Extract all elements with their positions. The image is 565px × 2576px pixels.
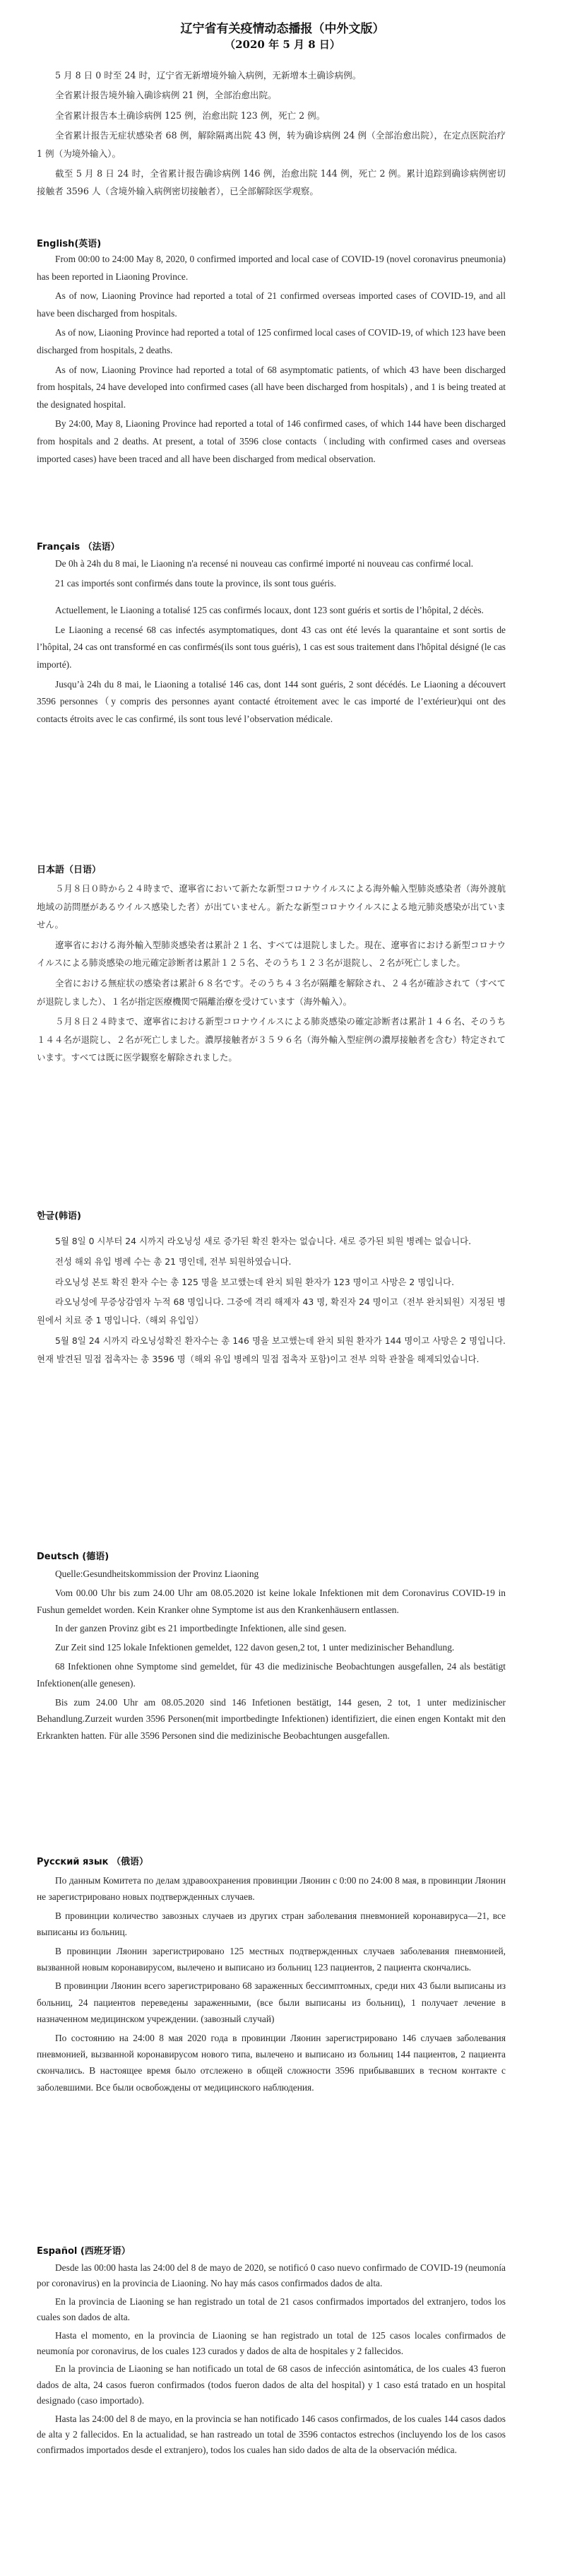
paragraph: 5월 8일 0 시부터 24 시까지 라오닝성 새로 증가된 확진 환자는 없습니다. 새로 증가된 퇴원 병례는 없습니다. (55, 1236, 472, 1246)
document-date: （2020 年 5 月 8 日） (225, 38, 340, 51)
paragraph: En la provincia de Liaoning se han notificado un total de 68 casos de infección asintomática, de los cuales 43 fueron dados de alta, 24 casos fueron confirmados (todos fueron dados de alta del hospital) y 1 caso está tratado en un hospital designado (caso importado). (37, 2363, 506, 2406)
paragraph: 전성 해외 유입 병례 수는 총 21 명인데, 전부 퇴원하였습니다. (55, 1255, 292, 1267)
paragraph: 全省累计报告本土确诊病例 125 例，治愈出院 123 例，死亡 2 例。 (55, 110, 326, 121)
paragraph: ５月８日０時から２４時まで、遼寧省において新たな新型コロナウイルスによる海外輸入型肺炎感染者（海外渡航地域の訪問歴があるウイルス感染した者）が出ていません。新たな新型コロナウイルスによる地元肺炎感染が出ていません。 (37, 883, 506, 930)
paragraph: As of now, Liaoning Province had reported a total of 21 confirmed overseas imported cases of COVID-19, and all have been discharged from hospitals. (37, 290, 506, 319)
paragraph: 截至 5 月 8 日 24 时，全省累计报告确诊病例 146 例，治愈出院 144 例，死亡 2 例。累计追踪到确诊病例密切接触者 3596 人（含境外输入病例密切接触者），已全部解除医学观察。 (37, 168, 506, 197)
paragraph: Hasta las 24:00 del 8 de mayo, en la provincia se han notificado 146 casos confirmados, de los cuales 144 casos dados de alta y 2 fallecidos. En la actualidad, se han rastreado un total de 3596 contactos estrechos (incluyendo los de los casos confirmados importados desde el extranjero), todos los cuales han sido dados de alta de la observación médica. (37, 2413, 506, 2456)
paragraph: В провинции количество завозных случаев из других стран заболевания пневмонией коронавируса—21, все выписаны из больниц. (37, 1910, 506, 1938)
paragraph: 遼寧省における海外輸入型肺炎感染者は累計２１名、すべては退院しました。現在、遼寧省における新型コロナウイルスによる肺炎感染の地元確定診断者は累計１２５名、そのうち１２３名が退院し、２名が死亡しました。 (37, 939, 506, 969)
paragraph: Quelle:Gesundheitskommission der Provinz Liaoning (55, 1568, 259, 1579)
paragraph: By 24:00, May 8, Liaoning Province had reported a total of 146 confirmed cases, of which 144 have been discharged from hospitals and 2 deaths. At present, a total of 3596 close contacts（including with confirmed cases and overseas imported cases) have been traced and all have been discharged from medical observation. (37, 418, 506, 464)
paragraph: Jusqu’à 24h du 8 mai, le Liaoning a totalisé 146 cas, dont 144 sont guéris, 2 sont décédés. Le Liaoning a découvert 3596 personnes（y compris des personnes ayant contacté étroitement avec le cas importé de l’extérieur)qui ont des contacts étroits avec le cas confirmé, ils sont tous levé l’observation médicale. (37, 678, 506, 724)
paragraph: 全省累计报告无症状感染者 68 例，解除隔离出院 43 例，转为确诊病例 24 例（全部治愈出院），在定点医院治疗 1 例（为境外输入）。 (37, 130, 506, 159)
paragraph: Zur Zeit sind 125 lokale Infektionen gemeldet, 122 davon gesen,2 tot, 1 unter medizinischer Behandlung. (55, 1642, 455, 1653)
paragraph: En la provincia de Liaoning se han registrado un total de 21 casos confirmados importados del extranjero, todos los cuales son dados de alta. (37, 2296, 506, 2323)
section-body-russian (37, 1872, 506, 2096)
section-body-french (37, 555, 506, 728)
paragraph: 全省累计报告境外输入确诊病例 21 例，全部治愈出院。 (55, 90, 277, 101)
section-body-korean (37, 1232, 506, 1369)
paragraph: In der ganzen Provinz gibt es 21 importbedingte Infektionen, alle sind gesen. (55, 1623, 347, 1634)
paragraph: 21 cas importés sont confirmés dans toute la province, ils sont tous guéris. (55, 577, 336, 589)
section-body-spanish (37, 2260, 506, 2459)
paragraph: 5월 8일 24 시까지 라오닝성확진 환자수는 총 146 명을 보고했는데 완치 퇴원 환자가 144 명이고 사망은 2 명입니다. 현재 발견된 밀접 접촉자는 총 3596 명（해외 유입 병례의 밀접 접촉자 포함)이고 전부 의학 관찰을 해제되었습니다. (37, 1335, 506, 1364)
paragraph: As of now, Liaoning Province had reported a total of 68 asymptomatic patients, of which 43 have been discharged from hospitals, 24 have developed into confirmed cases (all have been discharged from hospitals) , and 1 is being treated at the designated hospital. (37, 364, 506, 410)
paragraph: 라오닝성에 무증상감염자 누적 68 명입니다. 그중에 격리 해제자 43 명, 확진자 24 명이고（전부 완치퇴원）지정된 병원에서 치료 중 1 명입니다.（해외 유입임） (37, 1296, 506, 1326)
paragraph: 라오닝성 본토 확진 환자 수는 총 125 명을 보고했는데 완치 퇴원 환자가 123 명이고 사망은 2 명입니다. (55, 1276, 455, 1287)
section-heading-french: Français （法语） (37, 542, 120, 553)
paragraph: Desde las 00:00 hasta las 24:00 del 8 de mayo de 2020, se notificó 0 caso nuevo confirmado de COVID-19 (neumonía por coronavirus) en la provincia de Liaoning. No hay más casos confirmados dados de alta. (37, 2262, 506, 2289)
section-heading-korean: 한글(韩语) (37, 1211, 81, 1222)
section-heading-english: English(英语) (37, 239, 102, 249)
section-heading-spanish: Español (西班牙语） (37, 2246, 131, 2257)
paragraph: From 00:00 to 24:00 May 8, 2020, 0 confirmed imported and local case of COVID-19 (novel coronavirus pneumonia) has been reported in Liaoning Province. (37, 254, 506, 282)
paragraph: Hasta el momento, en la provincia de Liaoning se han registrado un total de 125 casos locales confirmados de neumonía por coronavirus, de los cuales 123 curados y dados de alta de hospitales y 2 fallecidos. (37, 2329, 506, 2357)
paragraph: По состоянию на 24:00 8 мая 2020 года в провинции Ляонин зарегистрировано 146 случаев заболевания пневмонией, вызванной коронавирусом нового типа, вылечено и выписано из больниц 144 пациентов, 2 пациента скончались. В настоящее время было отслежено в общей сложности 3596 прибывавших в тесном контакте с заболевшими. Все были освобождены от медицинского наблюдения. (37, 2032, 506, 2093)
document-title: 辽宁省有关疫情动态播报（中外文版） (180, 22, 385, 36)
section-body-german (37, 1566, 506, 1744)
paragraph: По данным Комитета по делам здравоохранения провинции Ляонин с 0:00 по 24:00 8 мая, в провинции Ляонин не зарегистрировано новых подтвержденных случаев. (37, 1875, 506, 1903)
paragraph: Le Liaoning a recensé 68 cas infectés asymptomatiques, dont 43 cas ont été levés la quarantaine et sont sortis de l’hôpital, 24 cas ont transformé en cas confirmés(ils sont tous guéris), 1 cas est sous traitement dans l'hôpital désigné (le cas importé). (37, 624, 506, 670)
paragraph: 全省における無症状の感染者は累計６８名です。そのうち４３名が隔離を解除され、２４名が確診されて（すべてが退院しました）、１名が指定医療機関で隔離治療を受けています（海外輸入）。 (37, 977, 506, 1007)
section-heading-german: Deutsch (德语) (37, 1552, 109, 1562)
section-heading-japanese: 日本語（日语） (37, 865, 102, 875)
paragraph: De 0h à 24h du 8 mai, le Liaoning n'a recensé ni nouveau cas confirmé importé ni nouveau cas confirmé local. (55, 558, 474, 569)
paragraph: Actuellement, le Liaoning a totalisé 125 cas confirmés locaux, dont 123 sont guéris et sortis de l’hôpital, 2 décès. (55, 605, 484, 616)
paragraph: As of now, Liaoning Province had reported a total of 125 confirmed local cases of COVID-19, of which 123 have been discharged from hospitals, 2 deaths. (37, 327, 506, 355)
paragraph: В провинции Ляонин всего зарегистрировано 68 зараженных бессимптомных, среди них 43 были выписаны из больниц, 24 пациентов переведены зараженными, (все были выписаны из больниц), 1 получает лечение в назначенном медицинском учреждении. (завозный случай) (37, 1980, 506, 2025)
paragraph: Bis zum 24.00 Uhr am 08.05.2020 sind 146 Infetionen bestätigt, 144 gesen, 2 tot, 1 unter medizinischer Behandlung.Zurzeit wurden 3596 Personen(mit importbedingte Infektionen) identifiziert, die einen engen Kontakt mit den Erkrankten hatten. Für alle 3596 Personen sind die medizinische Beobachtungen ausgefallen. (37, 1696, 506, 1742)
section-body-japanese (37, 880, 506, 1067)
section-heading-russian: Русский язык （俄语） (37, 1857, 148, 1867)
paragraph: Vom 00.00 Uhr bis zum 24.00 Uhr am 08.05.2020 ist keine lokale Infektionen mit dem Coronavirus COVID-19 in Fushun gemeldet worden. Kein Kranker ohne Symptome ist aus den Krankenhäusern entlassen. (37, 1587, 506, 1615)
paragraph: 5 月 8 日 0 时至 24 时，辽宁省无新增境外输入病例，无新增本土确诊病例。 (55, 70, 362, 81)
section-body-english (37, 251, 506, 468)
paragraph: В провинции Ляонин зарегистрировано 125 местных подтвержденных случаев заболевания пневмонией, вызванной новым коронавирусом, вылечено и выписано из больниц 123 пациентов, 2 пациента скончались. (37, 1945, 506, 1973)
paragraph: ５月８日２４時まで、遼寧省における新型コロナウイルスによる肺炎感染の確定診断者は累計１４６名、そのうち１４４名が退院し、２名が死亡しました。濃厚接触者が３５９６名（海外輸入型症例の濃厚接触者を含む）特定されています。すべては既に医学観察を解除されました。 (37, 1016, 506, 1063)
paragraph: 68 Infektionen ohne Symptome sind gemeldet, für 43 die medizinische Beobachtungen ausgefallen, 24 als bestätigt Infektionen(alle genesen). (37, 1660, 506, 1689)
section-body-chinese (37, 66, 506, 201)
